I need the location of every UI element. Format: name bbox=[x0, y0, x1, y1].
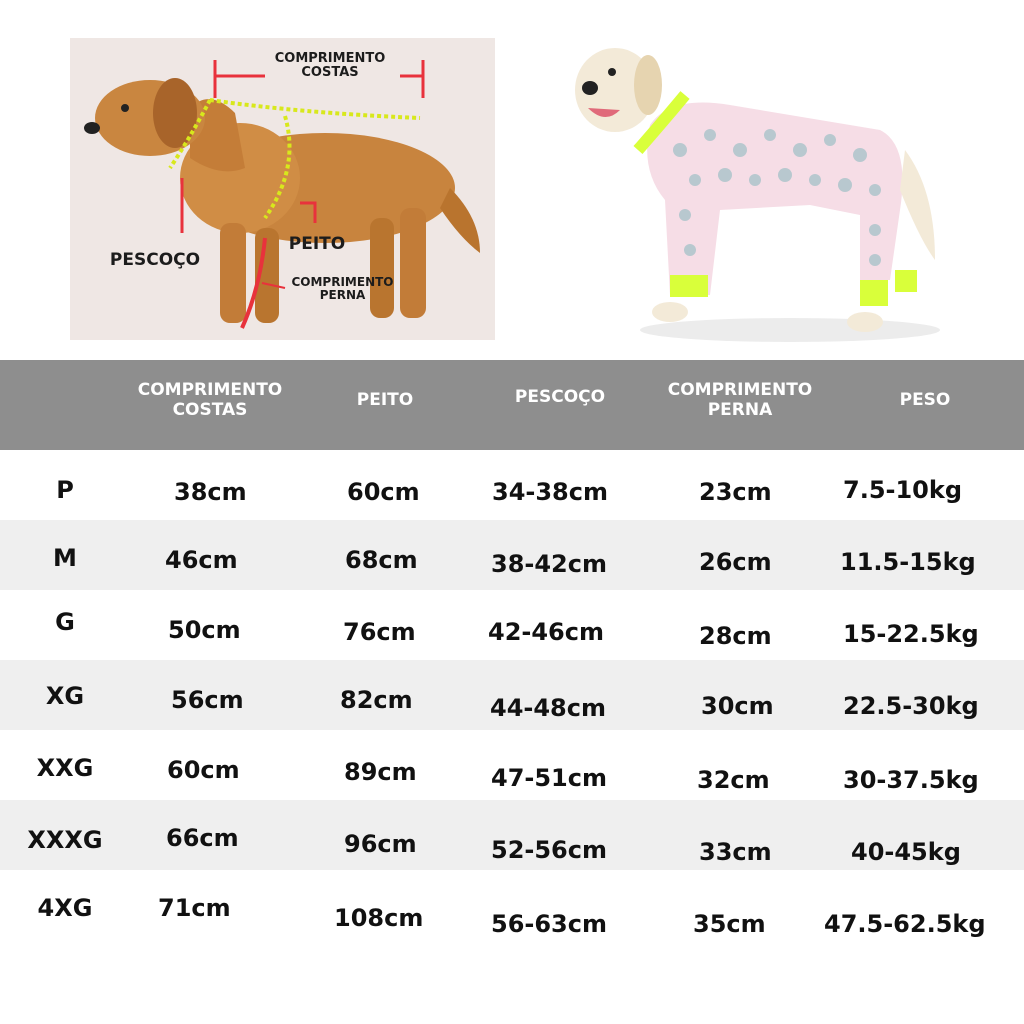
chest-cell: 68cm bbox=[345, 546, 418, 574]
back-cell: 38cm bbox=[174, 478, 247, 506]
back-cell: 50cm bbox=[168, 616, 241, 644]
leg-cell: 26cm bbox=[699, 548, 772, 576]
weight-cell: 40-45kg bbox=[851, 838, 961, 866]
weight-cell: 22.5-30kg bbox=[843, 692, 979, 720]
weight-cell: 15-22.5kg bbox=[843, 620, 979, 648]
back-cell: 46cm bbox=[165, 546, 238, 574]
table-row bbox=[0, 730, 1024, 800]
neck-cell: 38-42cm bbox=[491, 550, 607, 578]
leg-cell: 33cm bbox=[699, 838, 772, 866]
neck-label: PESCOÇO bbox=[109, 250, 201, 270]
back-cell: 71cm bbox=[158, 894, 231, 922]
table-row bbox=[0, 660, 1024, 730]
weight-cell: 11.5-15kg bbox=[840, 548, 976, 576]
neck-cell: 56-63cm bbox=[491, 910, 607, 938]
product-images bbox=[0, 0, 1024, 350]
table-row bbox=[0, 800, 1024, 870]
header-leg-length: COMPRIMENTO PERNA bbox=[667, 380, 813, 420]
header-neck: PESCOÇO bbox=[514, 387, 606, 407]
weight-cell: 30-37.5kg bbox=[843, 766, 979, 794]
header-weight: PESO bbox=[899, 390, 951, 410]
chest-cell: 96cm bbox=[344, 830, 417, 858]
chest-cell: 76cm bbox=[343, 618, 416, 646]
dog-measure-illustration bbox=[70, 38, 495, 340]
size-cell: XXXG bbox=[27, 826, 103, 854]
product-photo bbox=[560, 30, 960, 350]
leg-cell: 23cm bbox=[699, 478, 772, 506]
leg-cell: 32cm bbox=[697, 766, 770, 794]
table-row bbox=[0, 872, 1024, 942]
measurement-diagram bbox=[70, 38, 495, 340]
chest-cell: 108cm bbox=[334, 904, 424, 932]
size-cell: XG bbox=[45, 682, 85, 710]
leg-cell: 35cm bbox=[693, 910, 766, 938]
table-row bbox=[0, 520, 1024, 590]
dog-in-suit-illustration bbox=[560, 30, 960, 350]
table-row bbox=[0, 452, 1024, 522]
neck-cell: 44-48cm bbox=[490, 694, 606, 722]
neck-cell: 42-46cm bbox=[488, 618, 604, 646]
header-back-length: COMPRIMENTO COSTAS bbox=[137, 380, 283, 420]
size-cell: P bbox=[56, 476, 74, 504]
back-cell: 66cm bbox=[166, 824, 239, 852]
size-cell: 4XG bbox=[37, 894, 93, 922]
size-cell: G bbox=[55, 608, 75, 636]
size-cell: XXG bbox=[36, 754, 94, 782]
chest-cell: 60cm bbox=[347, 478, 420, 506]
table-row bbox=[0, 590, 1024, 660]
chest-cell: 89cm bbox=[344, 758, 417, 786]
back-cell: 56cm bbox=[171, 686, 244, 714]
leg-cell: 28cm bbox=[699, 622, 772, 650]
leg-cell: 30cm bbox=[701, 692, 774, 720]
leg-length-label: COMPRIMENTO PERNA bbox=[291, 275, 394, 302]
chest-cell: 82cm bbox=[340, 686, 413, 714]
back-length-label: COMPRIMENTO COSTAS bbox=[274, 51, 386, 80]
weight-cell: 7.5-10kg bbox=[843, 476, 963, 504]
chest-label: PEITO bbox=[288, 234, 346, 254]
neck-cell: 52-56cm bbox=[491, 836, 607, 864]
neck-cell: 47-51cm bbox=[491, 764, 607, 792]
back-cell: 60cm bbox=[167, 756, 240, 784]
header-chest: PEITO bbox=[356, 390, 414, 410]
weight-cell: 47.5-62.5kg bbox=[824, 910, 986, 938]
neck-cell: 34-38cm bbox=[492, 478, 608, 506]
size-table-header bbox=[0, 360, 1024, 450]
size-cell: M bbox=[53, 544, 77, 572]
